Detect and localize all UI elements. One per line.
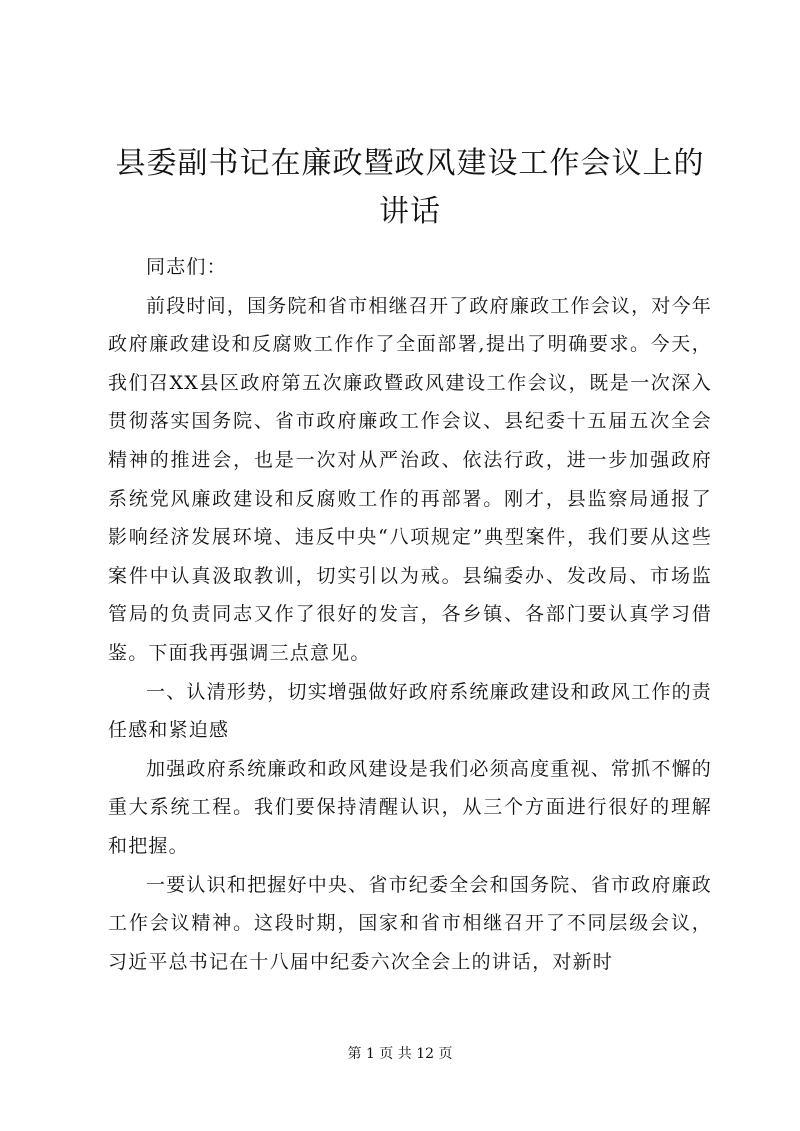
intro-paragraph: 前段时间，国务院和省市相继召开了政府廉政工作会议，对今年政府廉政建设和反腐败工作作了全面部署,提出了明确要求。今天，我们召XX县区政府第五次廉政暨政风建设工作会议，既是一次深入贯彻落实国务院、省市政府廉政工作会议、县纪委十五届五次全会精神的推进会，也是一次对从严治政、依法行政，进一步加强政府系统党风廉政建设和反腐败工作的再部署。刚才，县监察局通报了影响经济发展环境、违反中央“八项规定”典型案件，我们要从这些案件中认真汲取教训，切实引以为戒。县编委办、发改局、市场监管局的负责同志又作了很好的发言，各乡镇、各部门要认真学习借鉴。下面我再强调三点意见。	[108, 294, 712, 664]
body-paragraph: 加强政府系统廉政和政风建设是我们必须高度重视、常抓不懈的重大系统工程。我们要保持清醒认识，从三个方面进行很好的理解和把握。	[108, 757, 712, 857]
document-title: 县委副书记在廉政暨政风建设工作会议上的讲话	[115, 146, 705, 229]
body-paragraph: 一要认识和把握好中央、省市纪委全会和国务院、省市政府廉政工作会议精神。这段时期，国家和省市相继召开了不同层级会议，习近平总书记在十八届中纪委六次全会上的讲话，对新时	[108, 873, 712, 973]
salutation-paragraph: 同志们：	[146, 256, 227, 278]
page-number-footer: 第 1 页 共 12 页	[347, 1046, 453, 1062]
document-body	[108, 248, 712, 981]
section-heading-1: 一、认清形势，切实增强做好政府系统廉政建设和政风工作的责任感和紧迫感	[108, 680, 712, 742]
